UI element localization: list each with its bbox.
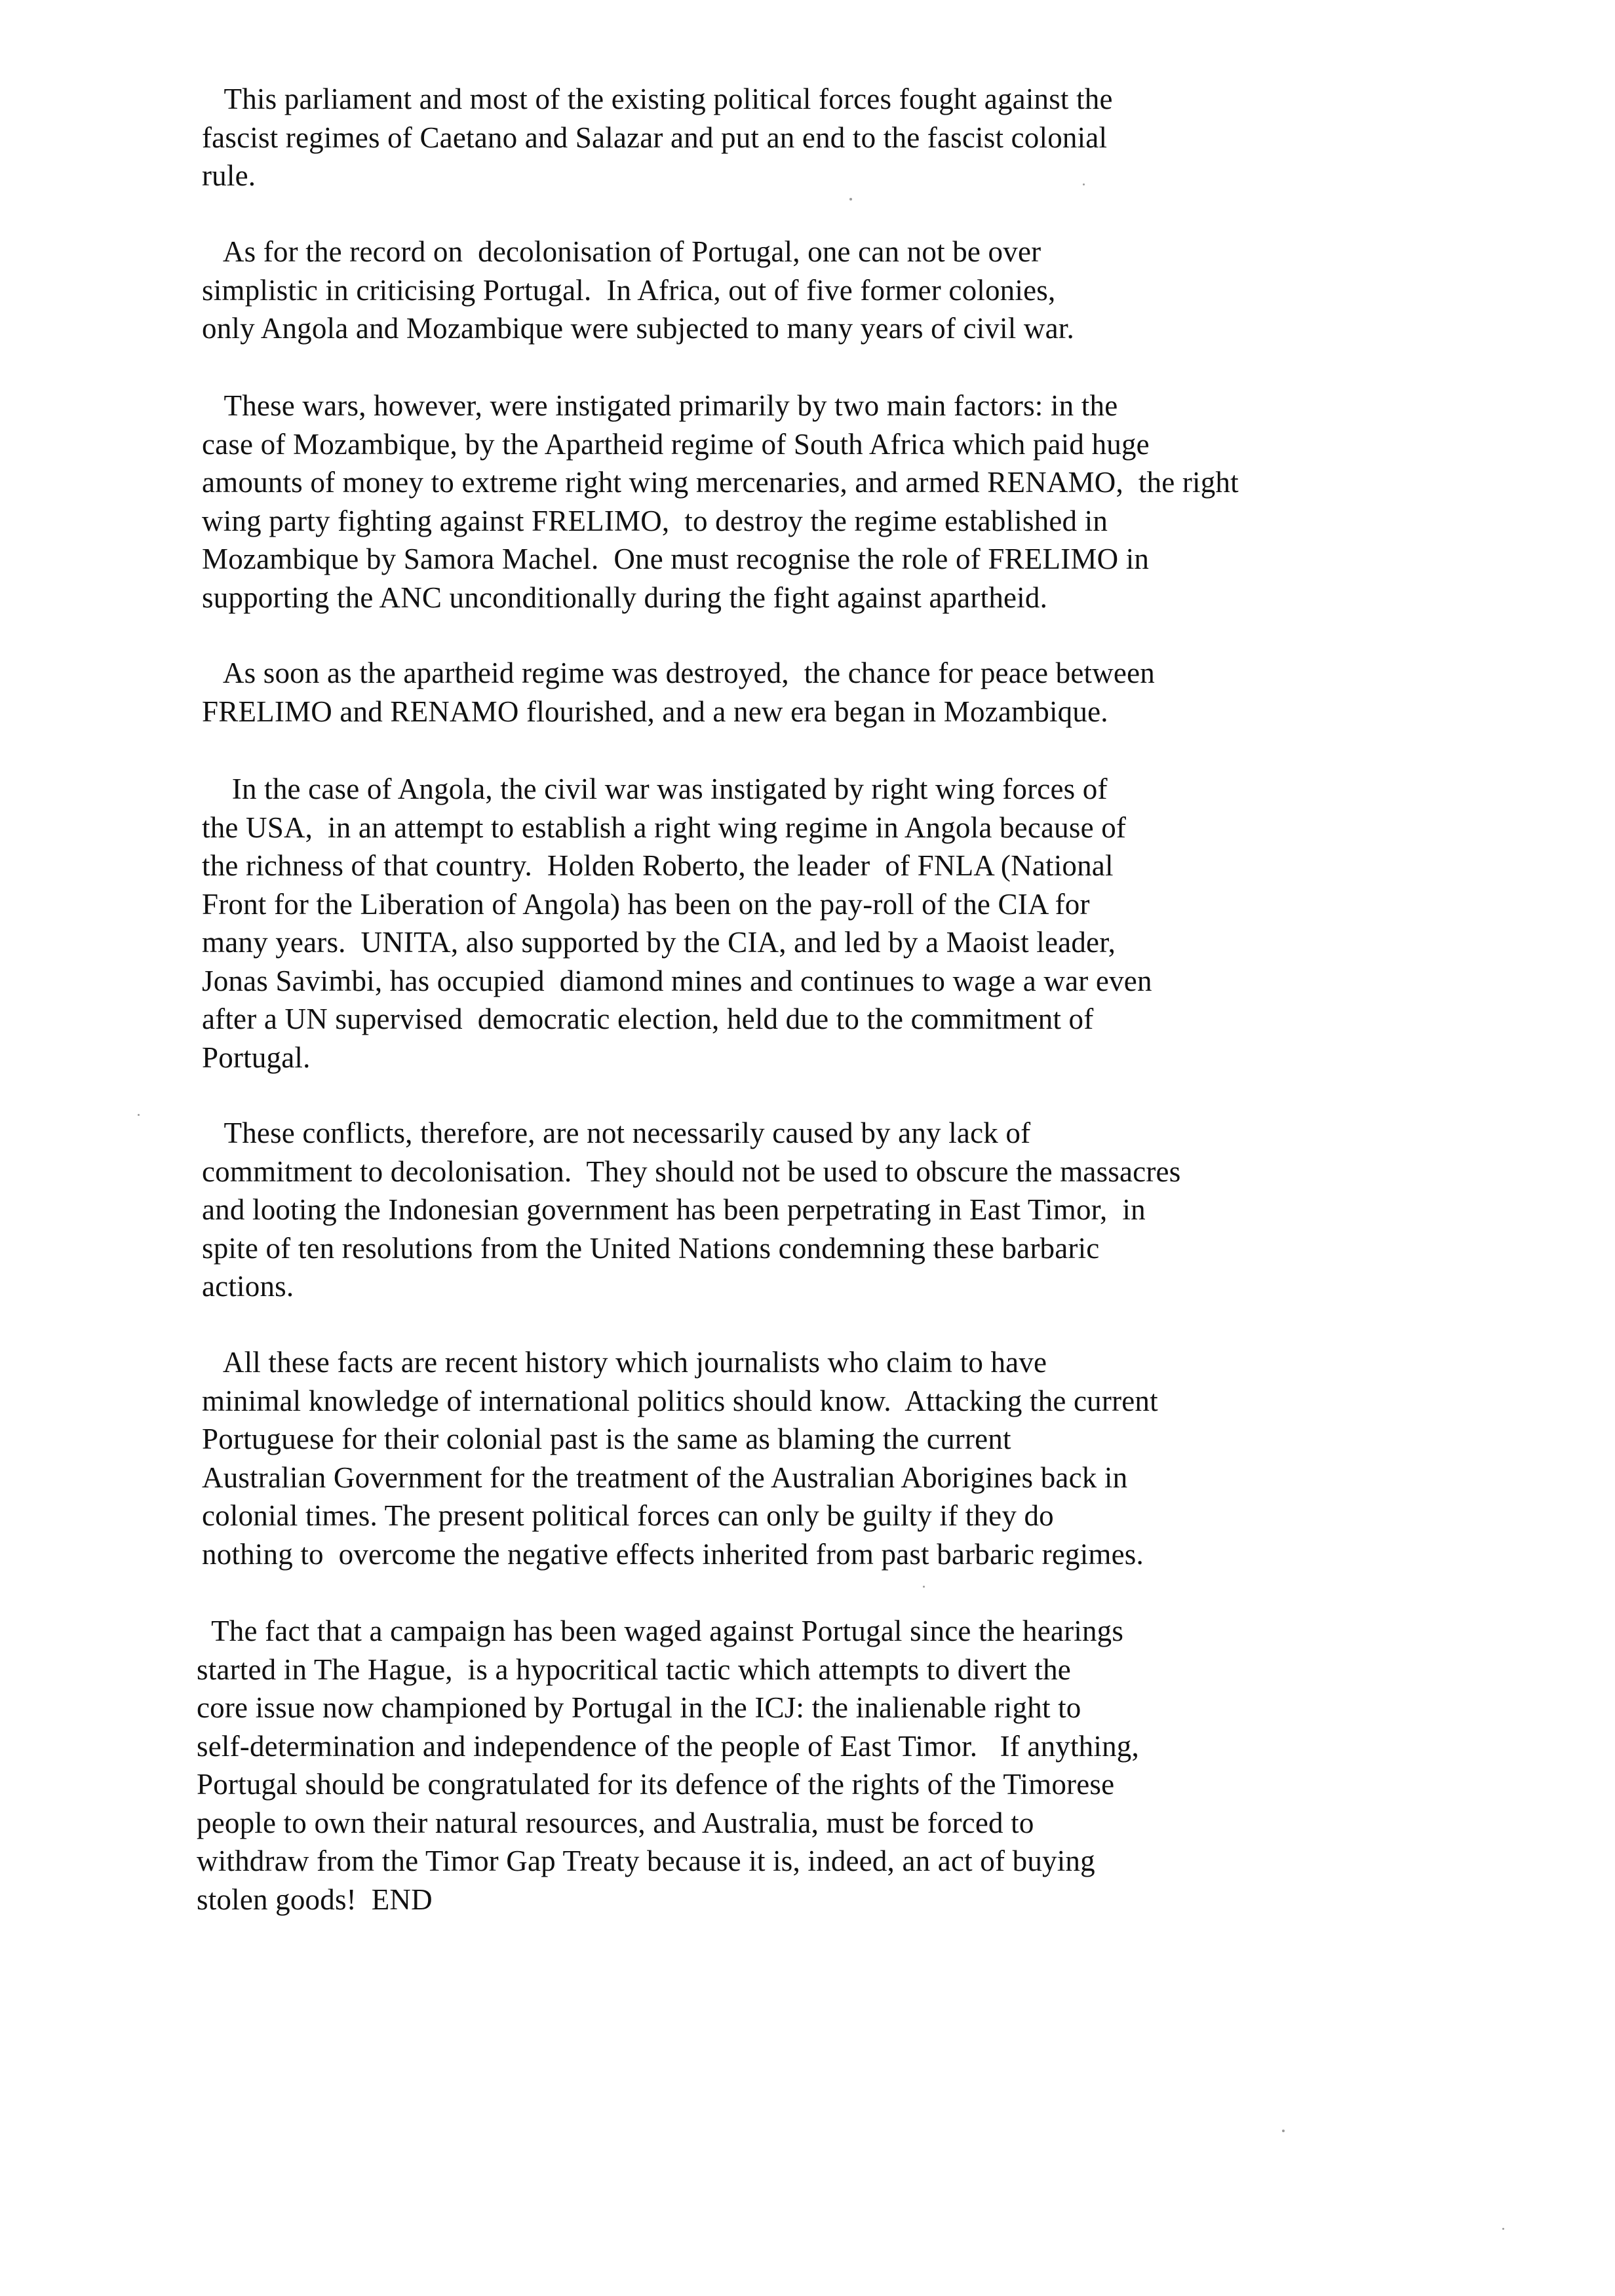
text-line: self-determination and independence of the people of East Timor. If anything, [197,1729,1139,1763]
text-line: This parliament and most of the existing political forces fought against the [202,83,1113,115]
text-line: Portugal should be congratulated for its defence of the rights of the Timorese [197,1768,1115,1801]
text-line: Jonas Savimbi, has occupied diamond mines and continues to wage a war even [202,964,1152,997]
scan-speck [1282,2130,1285,2132]
text-line: case of Mozambique, by the Apartheid regime of South Africa which paid huge [202,427,1150,461]
text-line: the richness of that country. Holden Roberto, the leader of FNLA (National [202,849,1114,882]
text-line: These wars, however, were instigated primarily by two main factors: in the [202,389,1118,422]
text-line: Australian Government for the treatment of the Australian Aborigines back in [202,1461,1128,1494]
text-line: people to own their natural resources, and Australia, must be forced to [197,1806,1034,1839]
text-line: commitment to decolonisation. They should not be used to obscure the massacres [202,1155,1181,1188]
text-line: nothing to overcome the negative effects inherited from past barbaric regimes. [202,1537,1144,1571]
paragraph-campaign [197,1612,1139,1919]
text-line: Portuguese for their colonial past is the same as blaming the current [202,1423,1011,1455]
text-line: As soon as the apartheid regime was destroyed, the chance for peace between [202,657,1155,689]
text-line: core issue now championed by Portugal in the ICJ: the inalienable right to [197,1691,1081,1724]
paragraph-parliament [202,80,1113,195]
text-line: and looting the Indonesian government has been perpetrating in East Timor, in [202,1193,1146,1226]
text-line: fascist regimes of Caetano and Salazar and put an end to the fascist colonial [202,121,1108,154]
text-line: after a UN supervised democratic election, held due to the commitment of [202,1003,1094,1035]
text-line: supporting the ANC unconditionally during the fight against apartheid. [202,581,1048,614]
text-line: minimal knowledge of international politics should know. Attacking the current [202,1384,1158,1417]
scan-speck [138,1114,140,1116]
scan-speck [1083,183,1085,185]
paragraph-conflicts [202,1114,1180,1306]
scan-speck [849,198,852,201]
text-line: many years. UNITA, also supported by the CIA, and led by a Maoist leader, [202,926,1116,959]
text-line: Portugal. [202,1041,311,1074]
text-line: These conflicts, therefore, are not necessarily caused by any lack of [202,1117,1031,1149]
paragraph-apartheid-ended [202,654,1155,731]
text-line: In the case of Angola, the civil war was instigated by right wing forces of [202,773,1108,805]
text-line: started in The Hague, is a hypocritical tactic which attempts to divert the [197,1653,1071,1686]
scan-speck [923,1586,925,1588]
text-line: All these facts are recent history which journalists who claim to have [202,1346,1047,1379]
paragraph-recent-history [202,1343,1158,1573]
text-line: colonial times. The present political forces can only be guilty if they do [202,1499,1054,1532]
text-line: the USA, in an attempt to establish a right wing regime in Angola because of [202,811,1127,844]
paragraph-angola [202,770,1152,1077]
text-line: Front for the Liberation of Angola) has been on the pay-roll of the CIA for [202,887,1090,921]
text-line: FRELIMO and RENAMO flourished, and a new era began in Mozambique. [202,695,1108,728]
text-line: amounts of money to extreme right wing mercenaries, and armed RENAMO, the right [202,466,1239,499]
paragraph-decolonisation [202,233,1074,348]
text-line: As for the record on decolonisation of Portugal, one can not be over [202,235,1041,268]
text-line: Mozambique by Samora Machel. One must recognise the role of FRELIMO in [202,543,1150,575]
text-line: only Angola and Mozambique were subjected to many years of civil war. [202,312,1074,345]
text-line: withdraw from the Timor Gap Treaty because it is, indeed, an act of buying [197,1845,1095,1877]
text-line: wing party fighting against FRELIMO, to destroy the regime established in [202,504,1108,537]
text-line: rule. [202,159,256,192]
text-line: stolen goods! END [197,1883,433,1916]
text-line: actions. [202,1270,294,1303]
scan-speck [1502,2228,1504,2230]
text-line: spite of ten resolutions from the United Nations condemning these barbaric [202,1231,1100,1265]
text-line: simplistic in criticising Portugal. In Africa, out of five former colonies, [202,273,1056,307]
paragraph-mozambique [202,387,1239,617]
text-line: The fact that a campaign has been waged against Portugal since the hearings [197,1615,1124,1647]
